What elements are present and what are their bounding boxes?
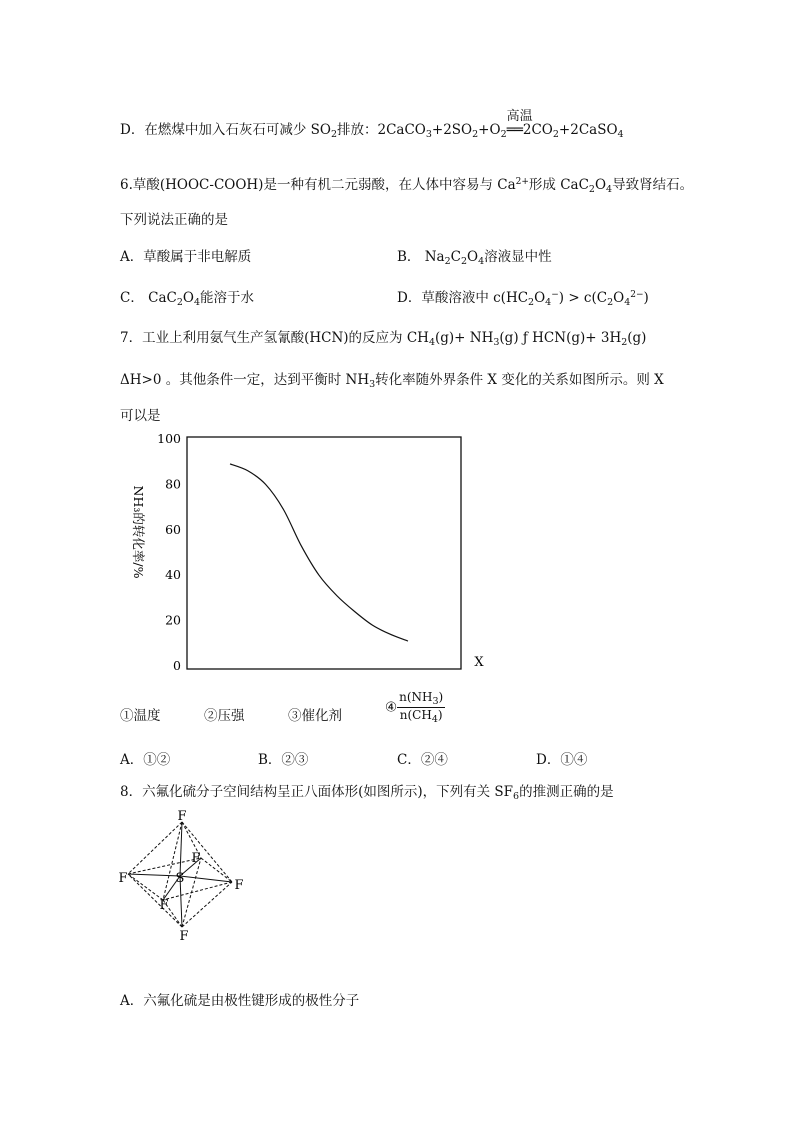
y-tick-label: 60 (165, 521, 181, 537)
reaction-condition: 高温 ══ (506, 109, 533, 138)
atom-f-back: F (191, 851, 201, 866)
q7-choice-d: D．①④ (536, 752, 588, 768)
q7-stem-line3: 可以是 (120, 408, 161, 424)
chart-frame (187, 437, 461, 669)
q6-option-c: C． $CaC_2O_4$能溶于水 (120, 290, 254, 308)
q6-stem: 6.草酸(HOOC-COOH)是一种有机二元弱酸，在人体中容易与 $Ca^{2+}$形成 $CaC_2O_4$导致肾结石。 (120, 177, 694, 195)
y-tick-label: 20 (165, 612, 181, 628)
q7-item-3: ③催化剂 (288, 708, 342, 724)
q8-option-a: A．六氟化硫是由极性键形成的极性分子 (120, 993, 360, 1009)
x-axis-label: X (474, 655, 484, 670)
atom-f-left: F (118, 871, 128, 886)
conversion-curve (230, 464, 408, 641)
q6-option-b: B． $Na_2C_2O_4$溶液显中性 (397, 249, 552, 267)
y-tick-label: 80 (165, 476, 181, 492)
q7-item-2: ②压强 (204, 708, 245, 724)
q8-stem: 8．六氟化硫分子空间结构呈正八面体形(如图所示)，下列有关 $SF_6$的推测正确的是 (120, 784, 614, 802)
q5-option-d: D．在燃煤中加入石灰石可减少 $SO_2$排放：$2CaCO_3+2SO_2+O_2$ 高温 $══2CO_2+2CaSO_4$ (120, 109, 624, 140)
q7-choice-a: A．①② (120, 752, 171, 768)
q7-item-4: ④ $\frac{n(NH_3)}{n(CH_4)}$ (385, 690, 444, 725)
y-axis-label: NH₃的转化率/% (131, 485, 146, 579)
ratio-fraction: $\frac{n(NH_3)}{n(CH_4)}$ (399, 690, 444, 725)
y-tick-label: 40 (165, 567, 181, 583)
q6-stem-line2: 下列说法正确的是 (120, 212, 228, 228)
q7-choice-b: B．②③ (258, 752, 309, 768)
q6-option-d: D．草酸溶液中 $c(HC_2O_4^-) > c(C_2O_4^{2-})$ (397, 290, 649, 308)
atom-f-top: F (177, 809, 187, 824)
y-tick-label: 0 (173, 658, 181, 673)
q7-item-1: ①温度 (120, 708, 161, 724)
atom-f-right: F (234, 878, 244, 893)
q7-stem: 7．工业上利用氨气生产氢氰酸(HCN)的反应为 $CH_4(g)+ NH_3(g)$ ƒ $HCN(g)+ 3H_2(g)$ (120, 330, 647, 348)
y-tick-label: 100 (157, 431, 181, 446)
q7-stem-line2: ΔH>0 。其他条件一定，达到平衡时 $NH_3$转化率随外界条件 X 变化的关系如图所示。则 X (120, 372, 664, 390)
atom-f-front: F (159, 898, 169, 913)
atom-f-bottom: F (179, 929, 189, 944)
q6-option-a: A．草酸属于非电解质 (120, 249, 252, 265)
q7-choice-c: C．②④ (397, 752, 448, 768)
atom-s-center: S (175, 871, 185, 886)
